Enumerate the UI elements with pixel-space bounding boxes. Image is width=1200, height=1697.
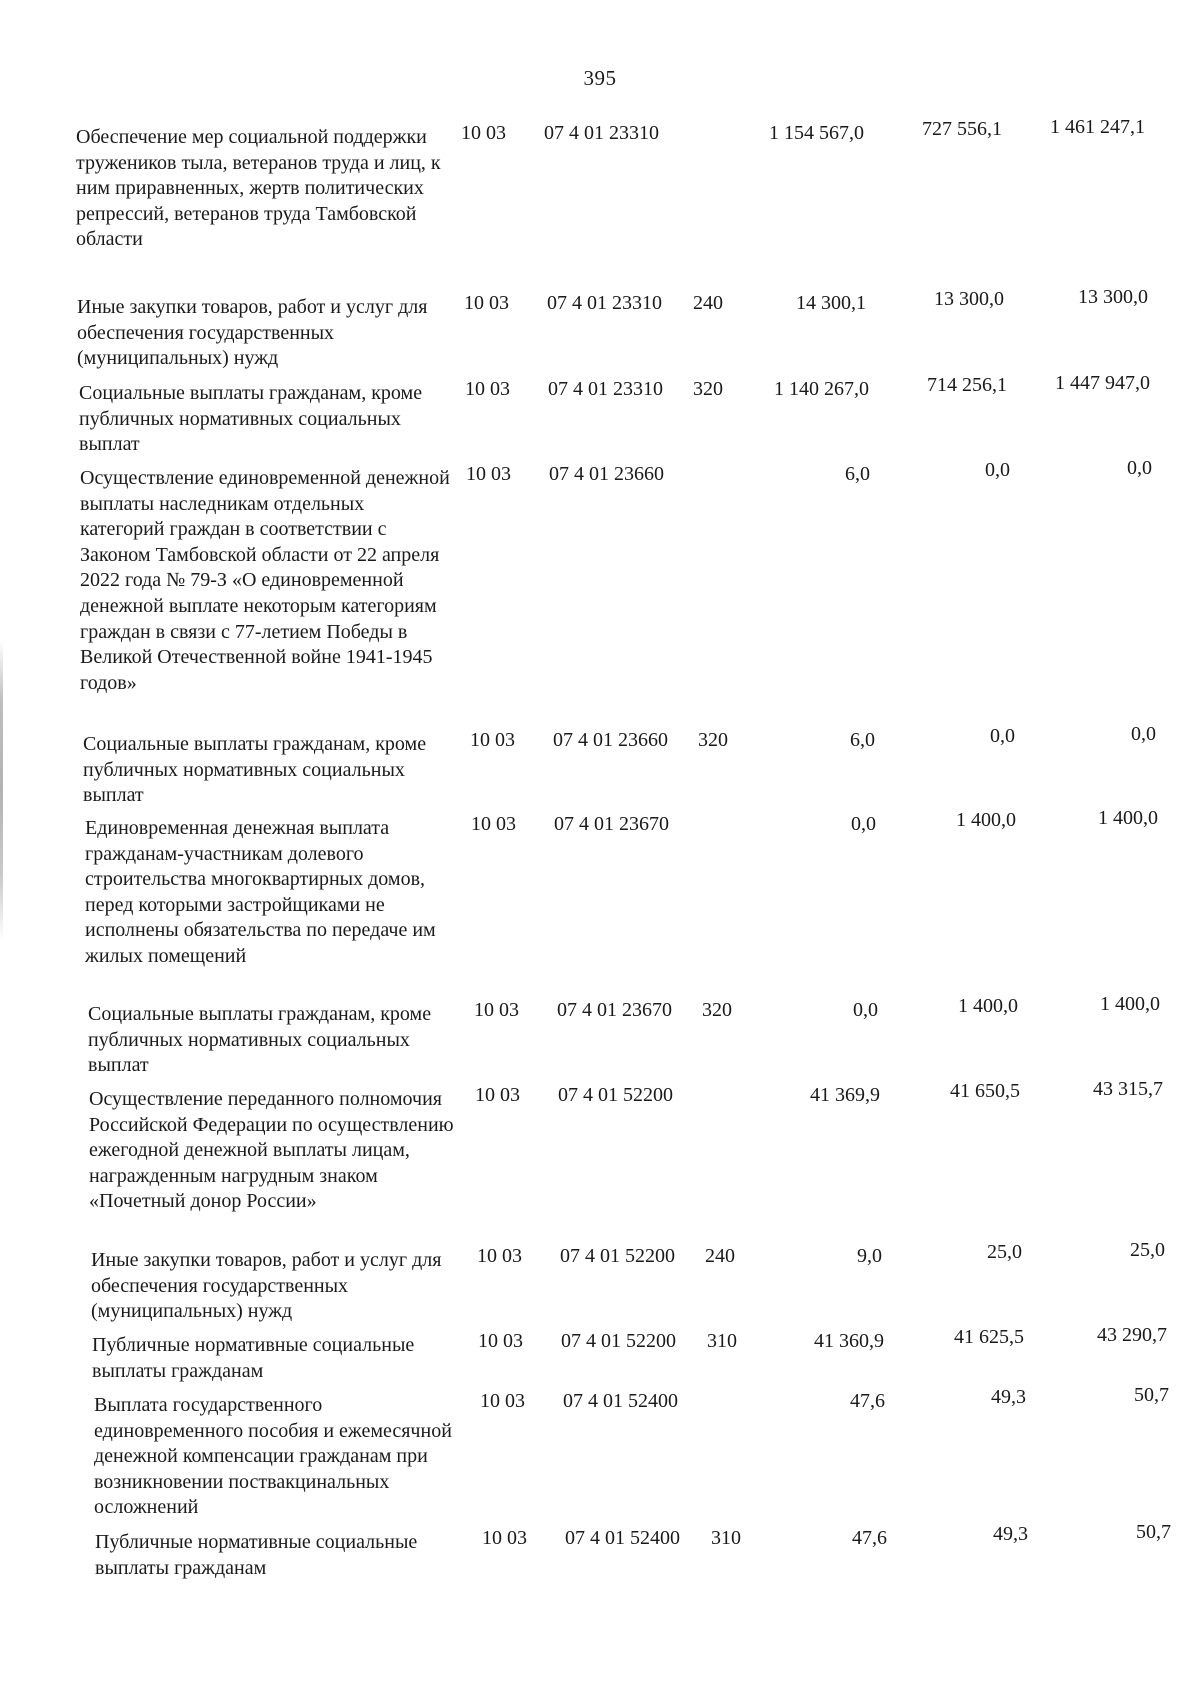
row-section: 10 03 xyxy=(474,999,519,1021)
table-row xyxy=(0,1384,1200,1519)
row-description: Иные закупки товаров, работ и услуг для обеспечения государственных (муниципальных) нужд xyxy=(91,1249,442,1323)
row-section: 10 03 xyxy=(471,813,516,835)
row-description: Публичные нормативные социальные выплаты гражданам xyxy=(95,1531,418,1579)
row-target: 07 4 01 52400 xyxy=(563,1390,678,1412)
row-sum-3: 1 447 947,0 xyxy=(1055,372,1150,394)
row-sum-2: 1 400,0 xyxy=(956,809,1016,831)
table-row xyxy=(0,372,1200,456)
row-description: Единовременная денежная выплата гражданам-участникам долевого строительства многоквартирных домов, перед которыми застройщиками не исполнены обязательства по передаче им жилых помещений xyxy=(85,817,436,967)
row-sum-1: 6,0 xyxy=(845,463,870,485)
row-description: Осуществление переданного полномочия Российской Федерации по осуществлению ежегодной денежной выплаты лицам, награжденным нагрудным знаком «Почетный донор России» xyxy=(89,1088,454,1213)
row-description: Социальные выплаты гражданам, кроме публичных нормативных социальных выплат xyxy=(88,1003,432,1077)
row-section: 10 03 xyxy=(470,729,515,751)
row-section: 10 03 xyxy=(478,1330,523,1352)
row-sum-2: 25,0 xyxy=(987,1241,1022,1263)
row-vr: 320 xyxy=(698,729,728,751)
row-section: 10 03 xyxy=(477,1245,522,1267)
row-sum-3: 25,0 xyxy=(1130,1239,1165,1261)
row-sum-2: 727 556,1 xyxy=(922,118,1002,140)
row-target: 07 4 01 52200 xyxy=(560,1245,675,1267)
row-sum-2: 49,3 xyxy=(993,1523,1028,1545)
row-section: 10 03 xyxy=(482,1527,527,1549)
table-row xyxy=(0,993,1200,1077)
row-target: 07 4 01 23660 xyxy=(549,463,664,485)
row-sum-3: 13 300,0 xyxy=(1078,286,1148,308)
row-sum-2: 13 300,0 xyxy=(934,288,1004,310)
row-description: Социальные выплаты гражданам, кроме публичных нормативных социальных выплат xyxy=(83,733,427,807)
table-row xyxy=(0,1324,1200,1382)
row-vr: 240 xyxy=(705,1245,735,1267)
row-target: 07 4 01 23310 xyxy=(547,292,662,314)
row-sum-1: 6,0 xyxy=(850,729,875,751)
row-sum-1: 47,6 xyxy=(852,1527,887,1549)
row-section: 10 03 xyxy=(461,122,506,144)
row-sum-3: 43 290,7 xyxy=(1097,1324,1167,1346)
table-row xyxy=(0,286,1200,370)
row-sum-1: 41 360,9 xyxy=(814,1330,884,1352)
row-sum-3: 1 400,0 xyxy=(1098,807,1158,829)
row-target: 07 4 01 23310 xyxy=(544,122,659,144)
row-sum-1: 0,0 xyxy=(851,813,876,835)
row-description: Иные закупки товаров, работ и услуг для обеспечения государственных (муниципальных) нужд xyxy=(77,296,428,370)
row-description: Выплата государственного единовременного пособия и ежемесячной денежной компенсации гражданам при возникновении поствакцинальных осложнений xyxy=(94,1394,452,1519)
row-description: Осуществление единовременной денежной выплаты наследникам отдельных категорий граждан в соответствии с Законом Тамбовской области от 22 апреля 2022 года № 79-З «О единовременной денежной выплате некоторым категориям граждан в связи с 77-летием Победы в Великой Отечественной войне 1941-1945 годов» xyxy=(80,467,450,694)
row-sum-3: 1 400,0 xyxy=(1100,993,1160,1015)
row-sum-1: 0,0 xyxy=(853,999,878,1021)
table-row xyxy=(0,1239,1200,1323)
row-sum-2: 49,3 xyxy=(991,1386,1026,1408)
row-sum-3: 0,0 xyxy=(1127,457,1152,479)
row-section: 10 03 xyxy=(465,378,510,400)
row-vr: 240 xyxy=(693,292,723,314)
row-vr: 310 xyxy=(707,1330,737,1352)
table-row xyxy=(0,457,1200,694)
row-sum-2: 41 625,5 xyxy=(954,1326,1024,1348)
table-row xyxy=(0,723,1200,807)
row-sum-2: 0,0 xyxy=(990,725,1015,747)
row-sum-2: 714 256,1 xyxy=(927,374,1007,396)
table-row xyxy=(0,116,1200,251)
row-section: 10 03 xyxy=(464,292,509,314)
row-sum-1: 41 369,9 xyxy=(810,1084,880,1106)
row-sum-3: 50,7 xyxy=(1136,1521,1171,1543)
row-sum-3: 50,7 xyxy=(1134,1384,1169,1406)
row-target: 07 4 01 23670 xyxy=(557,999,672,1021)
row-target: 07 4 01 52200 xyxy=(561,1330,676,1352)
row-description: Публичные нормативные социальные выплаты гражданам xyxy=(92,1334,415,1382)
row-sum-1: 1 140 267,0 xyxy=(774,378,869,400)
row-section: 10 03 xyxy=(466,463,511,485)
row-vr: 310 xyxy=(711,1527,741,1549)
row-sum-1: 14 300,1 xyxy=(796,292,866,314)
row-sum-2: 1 400,0 xyxy=(958,995,1018,1017)
row-sum-3: 0,0 xyxy=(1131,723,1156,745)
row-section: 10 03 xyxy=(475,1084,520,1106)
row-sum-3: 43 315,7 xyxy=(1093,1078,1163,1100)
row-section: 10 03 xyxy=(480,1390,525,1412)
row-vr: 320 xyxy=(693,378,723,400)
table-row xyxy=(0,1521,1200,1579)
page-number: 395 xyxy=(583,66,617,90)
row-sum-1: 47,6 xyxy=(850,1390,885,1412)
row-sum-1: 1 154 567,0 xyxy=(769,122,864,144)
row-description: Социальные выплаты гражданам, кроме публичных нормативных социальных выплат xyxy=(79,382,423,456)
row-target: 07 4 01 23660 xyxy=(553,729,668,751)
row-sum-2: 0,0 xyxy=(985,459,1010,481)
row-target: 07 4 01 52400 xyxy=(565,1527,680,1549)
row-sum-1: 9,0 xyxy=(857,1245,882,1267)
table-row xyxy=(0,807,1200,967)
row-target: 07 4 01 23310 xyxy=(548,378,663,400)
table-row xyxy=(0,1078,1200,1213)
row-target: 07 4 01 52200 xyxy=(558,1084,673,1106)
row-sum-3: 1 461 247,1 xyxy=(1050,116,1145,138)
row-description: Обеспечение мер социальной поддержки тружеников тыла, ветеранов труда и лиц, к ним приравненных, жертв политических репрессий, ветеранов труда Тамбовской области xyxy=(76,126,441,251)
scan-edge-shadow xyxy=(0,640,3,940)
row-target: 07 4 01 23670 xyxy=(554,813,669,835)
row-sum-2: 41 650,5 xyxy=(950,1080,1020,1102)
row-vr: 320 xyxy=(702,999,732,1021)
